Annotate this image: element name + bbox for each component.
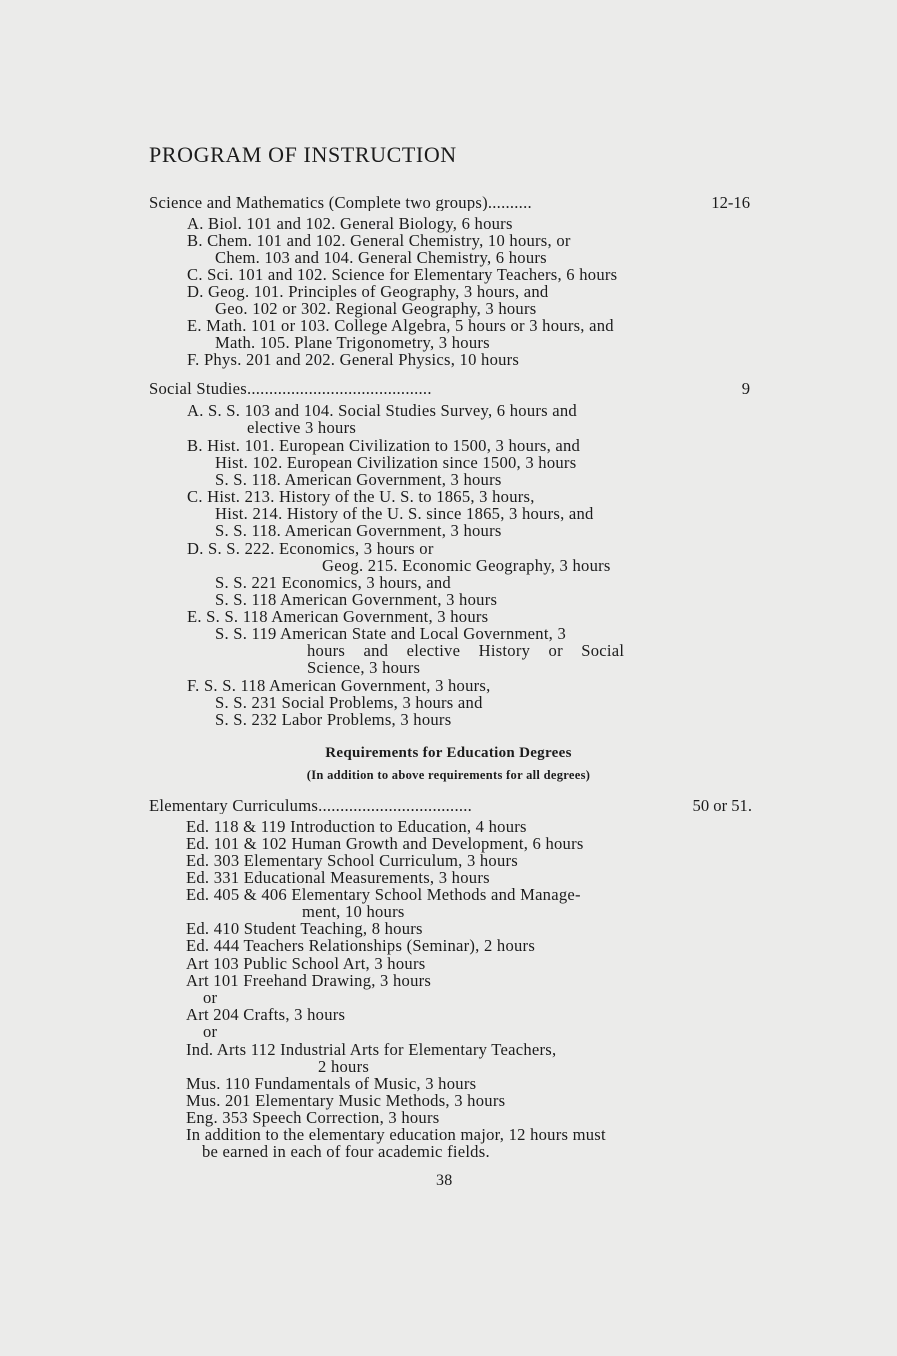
science-line: C. Sci. 101 and 102. Science for Elementary Teachers, 6 hours	[187, 265, 618, 284]
requirements-heading: Requirements for Education Degrees	[325, 745, 572, 761]
elementary-line: be earned in each of four academic fields.	[202, 1142, 490, 1161]
science-line: E. Math. 101 or 103. College Algebra, 5 hours or 3 hours, and	[187, 316, 614, 335]
social-line: elective 3 hours	[247, 418, 357, 437]
science-line: F. Phys. 201 and 202. General Physics, 10 hours	[187, 350, 520, 369]
elementary-line: Eng. 353 Speech Correction, 3 hours	[186, 1108, 440, 1127]
social-line: S. S. 118 American Government, 3 hours	[215, 590, 498, 609]
elementary-heading: Elementary Curriculums...................................	[149, 797, 473, 814]
social-line: D. S. S. 222. Economics, 3 hours or	[187, 539, 434, 558]
science-line: D. Geog. 101. Principles of Geography, 3 hours, and	[187, 282, 549, 301]
social-line: E. S. S. 118 American Government, 3 hours	[187, 607, 489, 626]
social-line: Geog. 215. Economic Geography, 3 hours	[322, 556, 611, 575]
elementary-line: Ind. Arts 112 Industrial Arts for Elementary Teachers,	[186, 1040, 557, 1059]
science-math-heading: Science and Mathematics (Complete two groups)..........	[149, 194, 532, 211]
social-line: S. S. 118. American Government, 3 hours	[215, 521, 502, 540]
social-line: C. Hist. 213. History of the U. S. to 1865, 3 hours,	[187, 487, 535, 506]
elementary-line: ment, 10 hours	[302, 902, 405, 921]
elementary-hours: 50 or 51.	[692, 796, 752, 815]
science-line: Geo. 102 or 302. Regional Geography, 3 hours	[215, 299, 537, 318]
science-line: Math. 105. Plane Trigonometry, 3 hours	[215, 333, 490, 352]
elementary-line: Ed. 331 Educational Measurements, 3 hours	[186, 868, 490, 887]
elementary-line: Art 103 Public School Art, 3 hours	[186, 954, 426, 973]
elementary-line: Ed. 303 Elementary School Curriculum, 3 hours	[186, 851, 519, 870]
social-studies-heading: Social Studies..........................................	[149, 380, 432, 397]
social-line: S. S. 118. American Government, 3 hours	[215, 470, 502, 489]
elementary-line: Mus. 110 Fundamentals of Music, 3 hours	[186, 1074, 477, 1093]
social-line: Hist. 214. History of the U. S. since 1865, 3 hours, and	[215, 504, 594, 523]
elementary-line: or	[203, 1022, 218, 1041]
social-line: Hist. 102. European Civilization since 1500, 3 hours	[215, 453, 577, 472]
social-line: S. S. 231 Social Problems, 3 hours and	[215, 693, 483, 712]
page-title: PROGRAM OF INSTRUCTION	[149, 142, 457, 167]
social-line: S. S. 221 Economics, 3 hours, and	[215, 573, 451, 592]
social-line: hours and elective History or Social	[307, 641, 625, 660]
elementary-line: or	[203, 988, 218, 1007]
social-line: A. S. S. 103 and 104. Social Studies Survey, 6 hours and	[187, 401, 577, 420]
social-studies-hours: 9	[741, 379, 750, 398]
elementary-line: Ed. 405 & 406 Elementary School Methods and Manage-	[186, 885, 581, 904]
social-line: B. Hist. 101. European Civilization to 1500, 3 hours, and	[187, 436, 581, 455]
science-line: A. Biol. 101 and 102. General Biology, 6 hours	[187, 214, 513, 233]
social-line: F. S. S. 118 American Government, 3 hours,	[187, 676, 491, 695]
requirements-subheading: (In addition to above requirements for all degrees)	[306, 768, 591, 782]
elementary-line: Mus. 201 Elementary Music Methods, 3 hours	[186, 1091, 506, 1110]
social-line: S. S. 232 Labor Problems, 3 hours	[215, 710, 452, 729]
elementary-line: 2 hours	[318, 1057, 370, 1076]
social-line: Science, 3 hours	[307, 658, 421, 677]
elementary-line: Art 204 Crafts, 3 hours	[186, 1005, 346, 1024]
elementary-line: Ed. 118 & 119 Introduction to Education, 4 hours	[186, 817, 527, 836]
social-line: S. S. 119 American State and Local Government, 3	[215, 624, 567, 643]
science-line: Chem. 103 and 104. General Chemistry, 6 hours	[215, 248, 547, 267]
elementary-line: Ed. 101 & 102 Human Growth and Development, 6 hours	[186, 834, 584, 853]
elementary-line: In addition to the elementary education major, 12 hours must	[186, 1125, 606, 1144]
science-line: B. Chem. 101 and 102. General Chemistry, 10 hours, or	[187, 231, 571, 250]
science-math-hours: 12-16	[711, 193, 750, 212]
elementary-line: Ed. 444 Teachers Relationships (Seminar), 2 hours	[186, 936, 536, 955]
elementary-line: Ed. 410 Student Teaching, 8 hours	[186, 919, 423, 938]
page-number: 38	[436, 1172, 453, 1189]
elementary-line: Art 101 Freehand Drawing, 3 hours	[186, 971, 432, 990]
